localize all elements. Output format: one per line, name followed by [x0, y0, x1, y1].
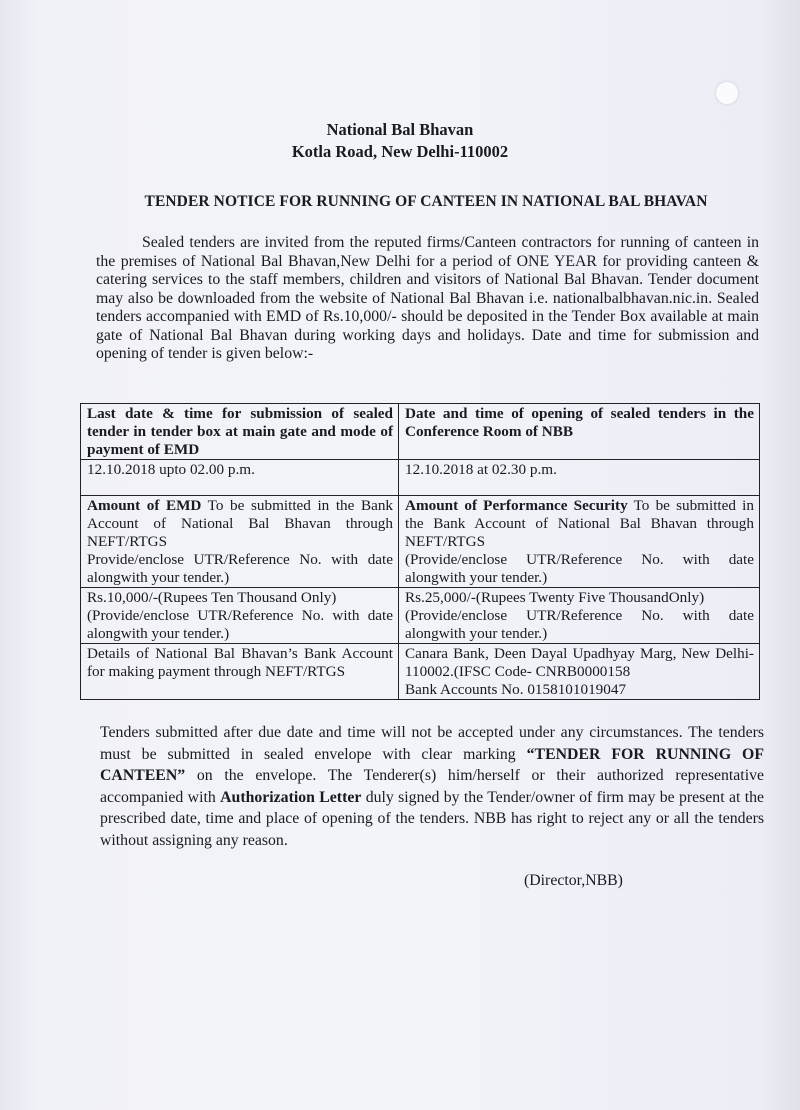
submission-header-cell: Last date & time for submission of sealed tender in tender box at main gate and mode of payment of EMD — [81, 404, 399, 460]
bank-details-label-cell: Details of National Bal Bhavan’s Bank Account for making payment through NEFT/RTGS — [81, 644, 399, 700]
emd-amount-cell — [81, 588, 399, 644]
bank-name: Canara Bank, Deen Dayal Upadhyay Marg, New Delhi-110002.(IFSC Code- CNRB0000158 — [405, 645, 754, 680]
performance-security-text-2: (Provide/enclose UTR/Reference No. with date alongwith your tender.) — [405, 551, 754, 586]
opening-date-cell: 12.10.2018 at 02.30 p.m. — [399, 460, 760, 496]
opening-header-cell: Date and time of opening of sealed tenders in the Conference Room of NBB — [399, 404, 760, 460]
authorization-letter: Authorization Letter — [220, 788, 362, 806]
closing-text-1: Tenders submitted after due date and time will not be accepted under any circumstances. The tenders must be submitted in sealed envelope with clear marking — [100, 724, 764, 763]
emd-amount-note: (Provide/enclose UTR/Reference No. with date alongwith your tender.) — [87, 607, 393, 642]
intro-paragraph: Sealed tenders are invited from the reputed firms/Canteen contractors for running of canteen in the premises of National Bal Bhavan,New Delhi for a period of ONE YEAR for providing canteen & catering services to the staff members, children and visitors of National Bal Bhavan. Tender document may also be downloaded from the website of National Bal Bhavan i.e. nationalbalbhavan.nic.in. Sealed tenders accompanied with EMD of Rs.10,000/- should be deposited in the Tender Box available at main gate of National Bal Bhavan during working days and holidays. Date and time for submission and opening of tender is given below:- — [96, 234, 759, 362]
notice-title: TENDER NOTICE FOR RUNNING OF CANTEEN IN NATIONAL BAL BHAVAN — [144, 193, 708, 210]
punch-hole — [716, 82, 738, 104]
emd-label: Amount of EMD — [87, 497, 202, 514]
security-amount-cell — [399, 588, 760, 644]
emd-text: To be submitted in the Bank Account of National Bal Bhavan through NEFT/RTGS — [87, 497, 394, 550]
emd-cell — [81, 496, 399, 588]
closing-paragraph — [100, 722, 764, 851]
performance-security-text: To be submitted in the Bank Account of National Bal Bhavan through NEFT/RTGS — [405, 497, 754, 550]
submission-date-cell: 12.10.2018 upto 02.00 p.m. — [81, 460, 399, 496]
tender-schedule-table — [80, 403, 760, 700]
security-amount: Rs.25,000/-(Rupees Twenty Five ThousandOnly) — [405, 589, 705, 606]
organization-address: Kotla Road, New Delhi-110002 — [291, 142, 509, 161]
table-row — [81, 404, 760, 460]
security-amount-note: (Provide/enclose UTR/Reference No. with date alongwith your tender.) — [405, 607, 754, 642]
table-row — [81, 460, 760, 496]
bank-details-cell — [399, 644, 760, 700]
signature: (Director,NBB) — [524, 872, 623, 889]
closing-text-2: on the envelope. The Tenderer(s) him/herself or their authorized representative accompanied with — [100, 767, 764, 806]
performance-security-label: Amount of Performance Security — [405, 497, 628, 514]
emd-text-2: Provide/enclose UTR/Reference No. with date alongwith your tender.) — [87, 551, 393, 586]
bank-account-number: Bank Accounts No. 0158101019047 — [405, 681, 627, 698]
emd-amount: Rs.10,000/-(Rupees Ten Thousand Only) — [87, 589, 337, 606]
performance-security-cell — [399, 496, 760, 588]
table-row — [81, 644, 760, 700]
envelope-marking: “TENDER FOR RUNNING OF CANTEEN” — [100, 745, 764, 784]
closing-text-3: duly signed by the Tender/owner of firm may be present at the prescribed date, time and place of opening of the tenders. NBB has right to reject any or all the tenders without assigning any reason. — [100, 788, 764, 849]
organization-name: National Bal Bhavan — [326, 120, 474, 139]
table-row — [81, 588, 760, 644]
table-row — [81, 496, 760, 588]
